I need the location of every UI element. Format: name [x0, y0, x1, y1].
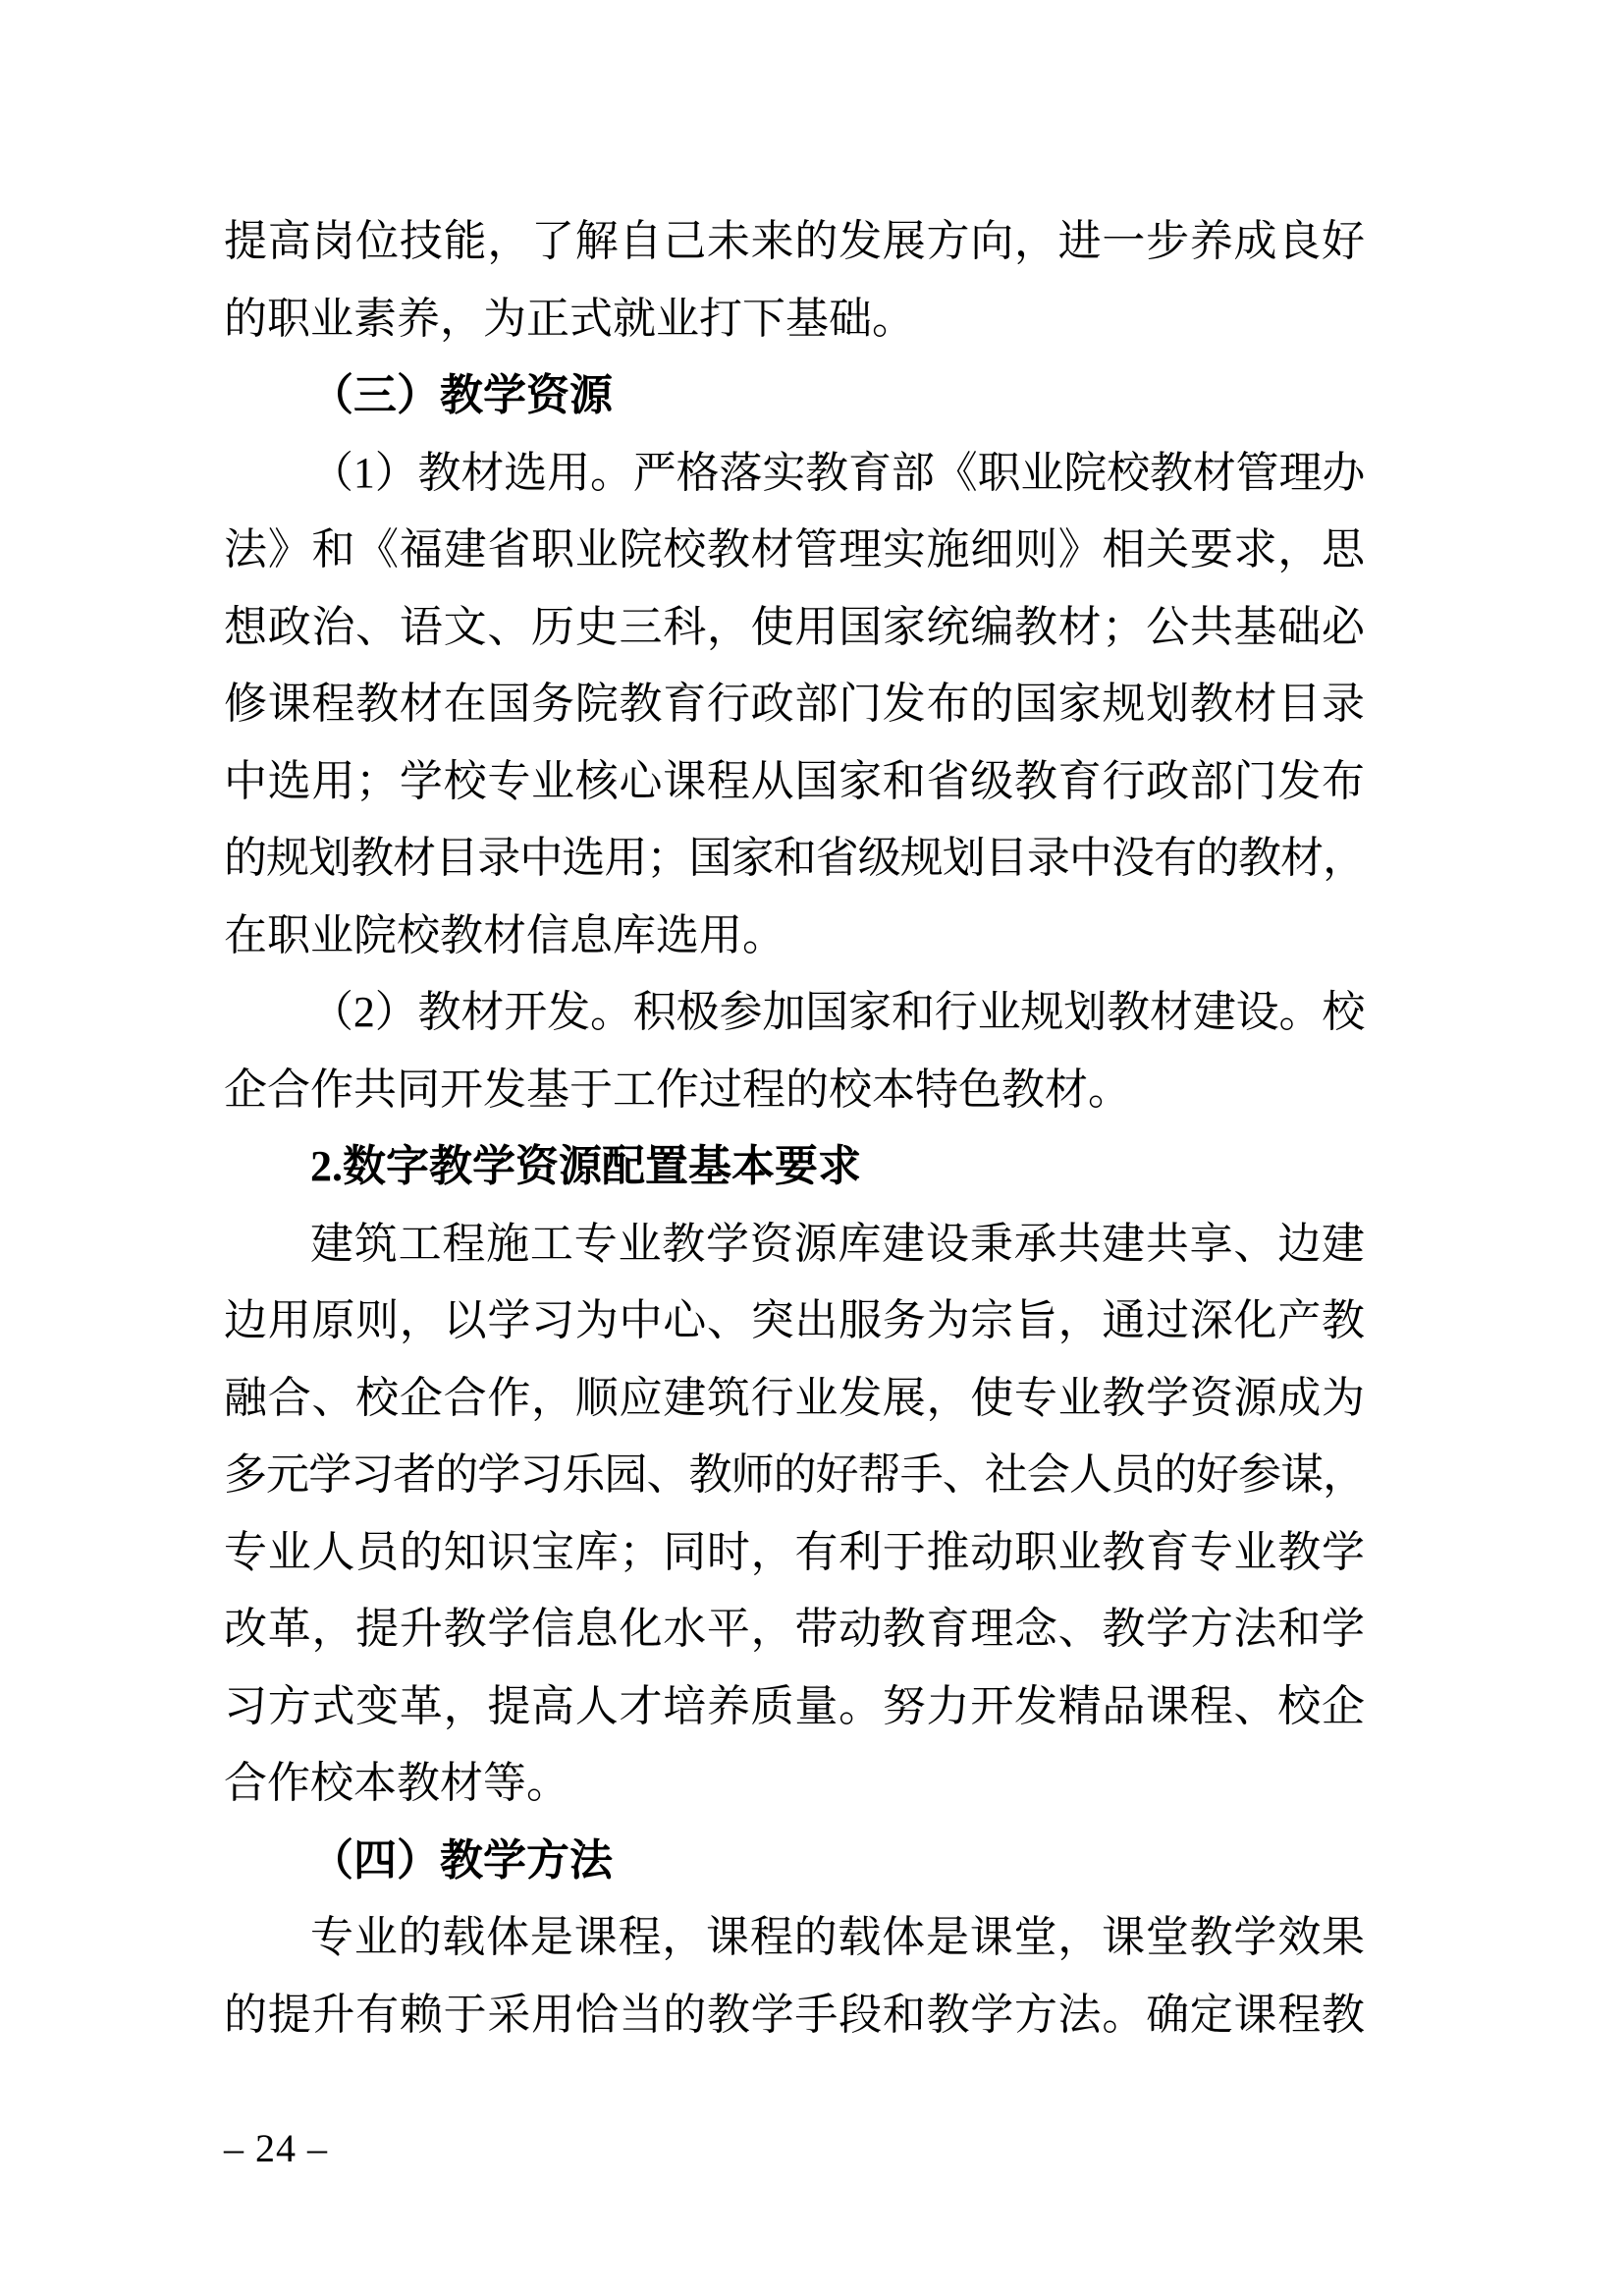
text-line: 习方式变革，提高人才培养质量。努力开发精品课程、校企 [224, 1681, 1365, 1730]
text-line: 企合作共同开发基于工作过程的校本特色教材。 [224, 1065, 1131, 1114]
paragraph [224, 1206, 1365, 1823]
text-line: 的职业素养，为正式就业打下基础。 [224, 294, 915, 343]
text-line: 2.数字教学资源配置基本要求 [310, 1142, 861, 1190]
document-body [224, 203, 1365, 2053]
section-heading [224, 357, 1365, 435]
text-line: 合作校本教材等。 [224, 1759, 569, 1807]
text-line: （三）教学资源 [310, 371, 613, 419]
text-line: 边用原则，以学习为中心、突出服务为宗旨，通过深化产教 [224, 1296, 1365, 1344]
section-heading [224, 1823, 1365, 1900]
text-line: 想政治、语文、历史三科，使用国家统编教材；公共基础必 [224, 602, 1365, 651]
text-line: （四）教学方法 [310, 1835, 613, 1885]
text-line: （1）教材选用。严格落实教育部《职业院校教材管理办 [310, 448, 1365, 497]
text-line: 的提升有赖于采用恰当的教学手段和教学方法。确定课程教 [224, 1990, 1365, 2039]
paragraph [224, 203, 1365, 357]
text-line: 建筑工程施工专业教学资源库建设秉承共建共享、边建 [310, 1219, 1365, 1268]
paragraph [224, 1899, 1365, 2053]
text-line: 修课程教材在国务院教育行政部门发布的国家规划教材目录 [224, 680, 1365, 728]
text-line: 改革，提升教学信息化水平，带动教育理念、教学方法和学 [224, 1605, 1365, 1653]
paragraph [224, 974, 1365, 1128]
page-number: – 24 – [224, 2126, 328, 2170]
section-heading [224, 1128, 1365, 1206]
text-line: 在职业院校教材信息库选用。 [224, 910, 785, 959]
text-line: 法》和《福建省职业院校教材管理实施细则》相关要求，思 [224, 525, 1365, 574]
text-line: 提高岗位技能，了解自己未来的发展方向，进一步养成良好 [224, 217, 1365, 265]
paragraph [224, 435, 1365, 975]
text-line: 专业的载体是课程，课程的载体是课堂，课堂教学效果 [310, 1913, 1365, 1961]
text-line: （2）教材开发。积极参加国家和行业规划教材建设。校 [310, 988, 1365, 1036]
text-line: 多元学习者的学习乐园、教师的好帮手、社会人员的好参谋， [224, 1450, 1365, 1499]
text-line: 专业人员的知识宝库；同时，有利于推动职业教育专业教学 [224, 1527, 1365, 1576]
text-line: 的规划教材目录中选用；国家和省级规划目录中没有的教材， [224, 834, 1365, 882]
text-line: 中选用；学校专业核心课程从国家和省级教育行政部门发布 [224, 756, 1365, 805]
text-line: 融合、校企合作，顺应建筑行业发展，使专业教学资源成为 [224, 1373, 1365, 1422]
